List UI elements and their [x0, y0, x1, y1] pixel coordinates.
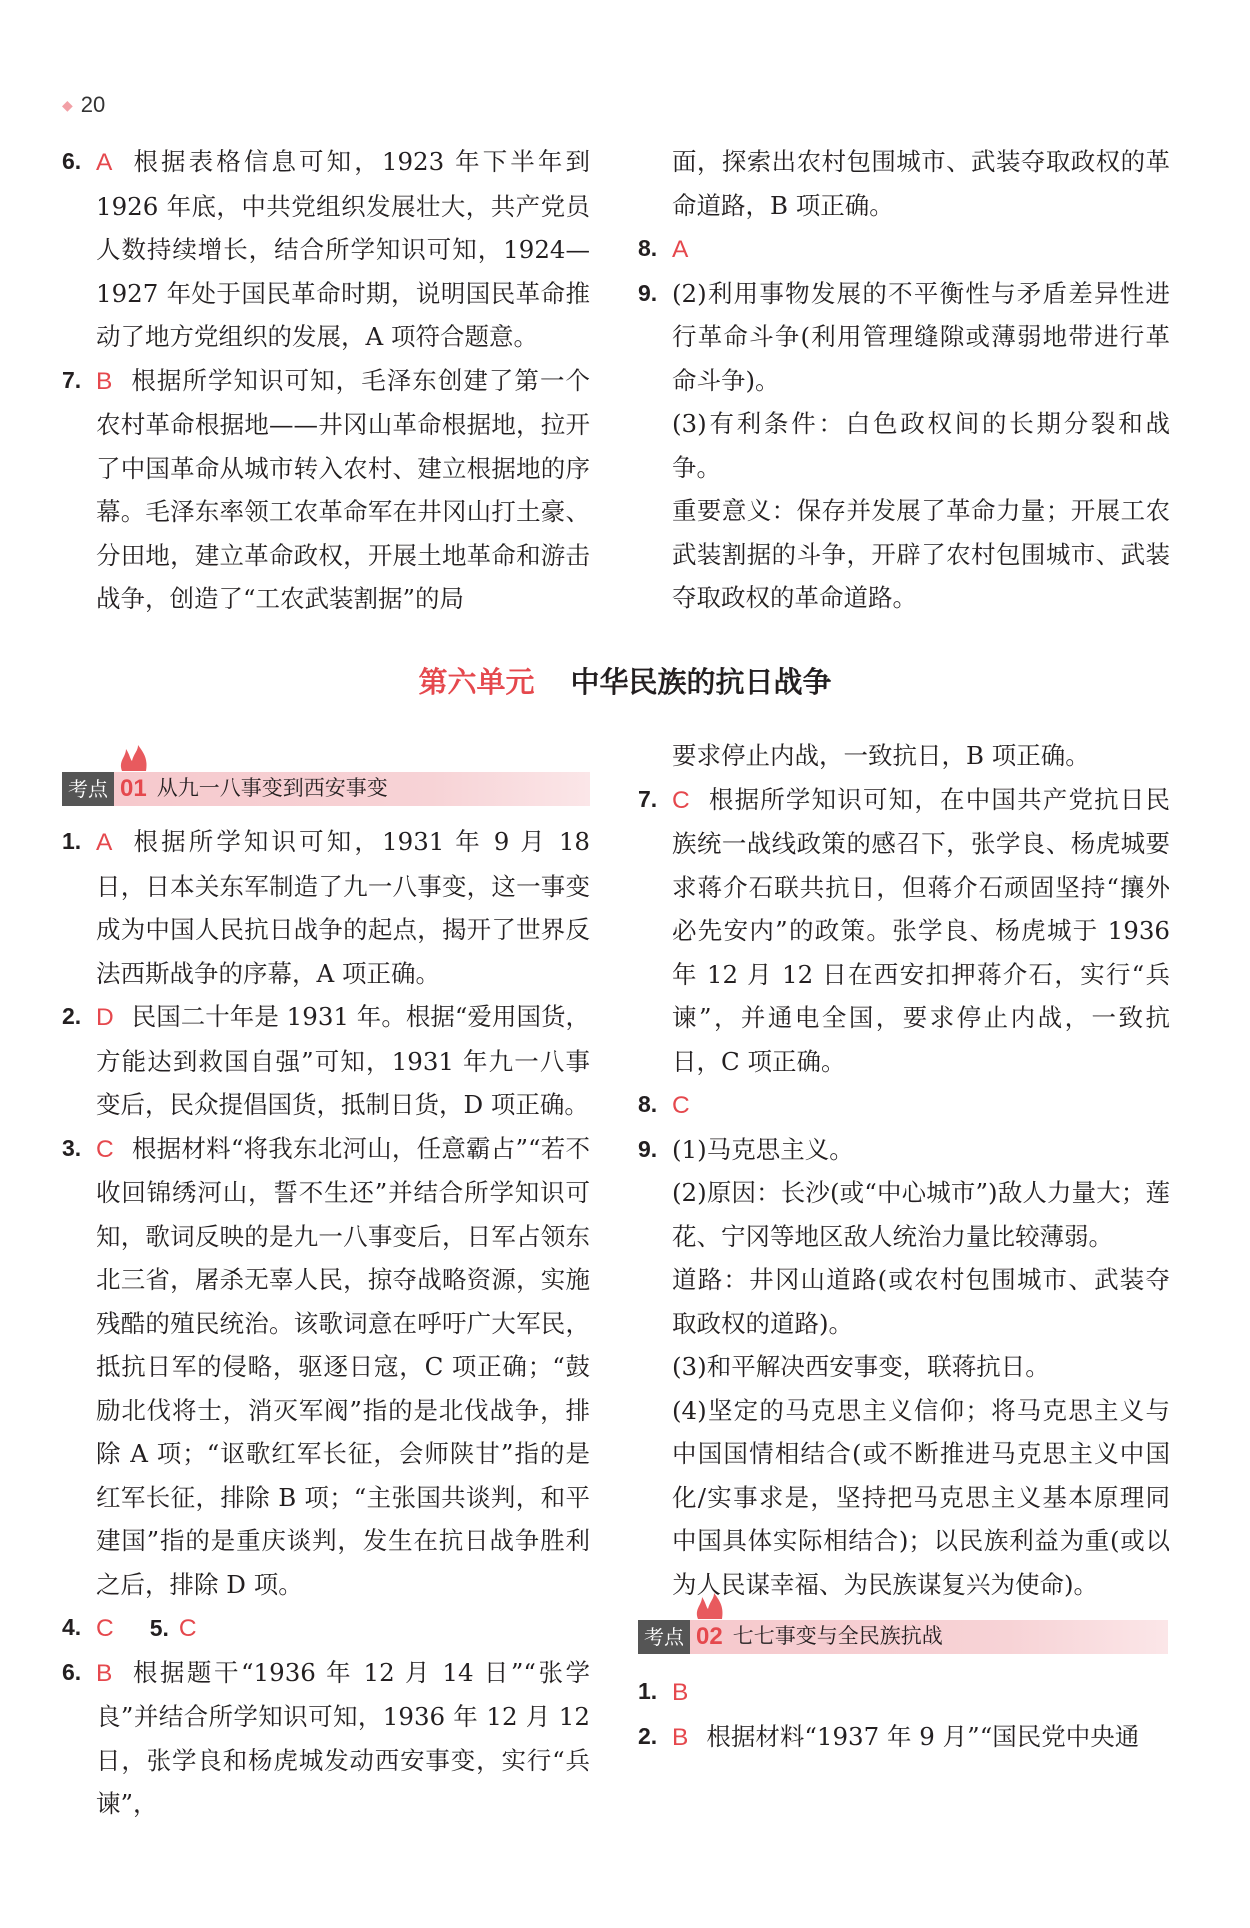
answer-letter: A: [96, 829, 113, 856]
question-number: 8.: [638, 1091, 658, 1117]
explanation-text: (2)原因：长沙(或“中心城市”)敌人力量大；莲花、宁冈等地区敌人统治力量比较薄弱。: [672, 1178, 1170, 1251]
answer-letter: C: [96, 1615, 114, 1642]
key-point-banner: [62, 772, 590, 806]
question-number: 9.: [638, 279, 658, 306]
answer-item: [638, 1670, 1170, 1715]
top-left-column: [62, 140, 590, 621]
answer-item: [62, 1606, 590, 1651]
question-number: 2.: [62, 1003, 82, 1029]
explanation-text: 民国二十年是 1931 年。根据“爱用国货，方能达到救国自强”可知，1931 年九一八事变后，民众提倡国货，抵制日货，D 项正确。: [96, 1002, 590, 1119]
answer-letter: C: [96, 1135, 114, 1163]
explanation-text: 道路：井冈山道路(或农村包围城市、武装夺取政权的道路)。: [672, 1265, 1170, 1338]
key-point-number: [696, 1615, 723, 1659]
key-point-number-text: 02: [696, 1623, 723, 1651]
explanation-text: 根据材料“将我东北河山，任意霸占”“若不收回锦绣河山，誓不生还”并结合所学知识可知，歌词反映的是九一八事变后，日军占领东北三省，屠杀无辜人民，掠夺战略资源，实施残酷的殖民统治。该歌词意在呼吁广大军民，抵抗日军的侵略，驱逐日寇，C 项正确；“鼓励北伐将士，消灭军阀”指的是北伐战争，排除 A 项；“讴歌红军长征，会师陕甘”指的是红军长征，排除 B 项；“主张国共谈判，和平建国”指的是重庆谈判，发生在抗日战争胜利之后，排除 D 项。: [96, 1133, 590, 1599]
question-number: 8.: [638, 235, 658, 261]
answer-item: [62, 1127, 590, 1607]
answer-letter: B: [672, 1679, 689, 1706]
explanation-text: (3)有利条件：白色政权间的长期分裂和战争。: [672, 409, 1170, 482]
question-number: 2.: [638, 1722, 658, 1749]
flame-icon: [692, 1593, 732, 1619]
answer-letter: C: [672, 786, 690, 814]
answer-letter: D: [96, 1004, 114, 1031]
bottom-right-column: [638, 734, 1170, 1759]
key-point-title: 七七事变与全民族抗战: [732, 1624, 943, 1649]
explanation-text: 根据题干“1936 年 12 月 14 日”“张学良”并结合所学知识可知，1936 年 12 月 12 日，张学良和杨虎城发动西安事变，实行“兵谏”，: [96, 1657, 590, 1818]
answer-letter: C: [672, 1092, 690, 1119]
explanation-text: (4)坚定的马克思主义信仰；将马克思主义与中国国情相结合(或不断推进马克思主义中国化/实事求是，坚持把马克思主义基本原理同中国具体实际相结合)；以民族利益为重(或以为人民谋幸福、为民族谋复兴为使命)。: [672, 1395, 1170, 1599]
page-number-text: 20: [80, 92, 106, 117]
question-number: 6.: [62, 148, 82, 174]
key-point-number-text: 01: [120, 775, 147, 803]
unit-title: [0, 660, 1250, 701]
answer-item: [62, 1651, 590, 1826]
answer-letter: B: [96, 1659, 113, 1687]
answer-item: [62, 140, 590, 359]
answer-letter: A: [672, 236, 689, 263]
flame-icon: [116, 745, 156, 771]
answer-letter: A: [96, 149, 113, 176]
answer-letter: C: [178, 1615, 197, 1642]
answer-item: [638, 1715, 1170, 1760]
question-number: 3.: [62, 1134, 82, 1161]
answer-letter: B: [672, 1723, 689, 1751]
key-point-tag: 考点: [638, 1620, 690, 1654]
explanation-text: (3)和平解决西安事变，联蒋抗日。: [672, 1352, 1050, 1381]
question-number: 1.: [62, 828, 82, 854]
explanation-text: 根据所学知识可知，在中国共产党抗日民族统一战线政策的感召下，张学良、杨虎城要求蒋介石联共抗日，但蒋介石顽固坚持“攘外必先安内”的政策。张学良、杨虎城于 1936 年 12 月 12 日在西安扣押蒋介石，实行“兵谏”，并通电全国，要求停止内战，一致抗日，C 项正确。: [672, 784, 1170, 1076]
explanation-text: 根据所学知识可知，毛泽东创建了第一个农村革命根据地——井冈山革命根据地，拉开了中国革命从城市转入农村、建立根据地的序幕。毛泽东率领工农革命军在井冈山打土豪、分田地，建立革命政权，开展土地革命和游击战争，创造了“工农武装割据”的局: [96, 365, 590, 613]
explanation-text: 根据所学知识可知，1931 年 9 月 18 日，日本关东军制造了九一八事变，这一事变成为中国人民抗日战争的起点，揭开了世界反法西斯战争的序幕，A 项正确。: [96, 827, 590, 988]
key-point-title: 从九一八事变到西安事变: [156, 776, 388, 801]
unit-name: 中华民族的抗日战争: [570, 665, 832, 699]
diamond-icon: ◆: [62, 96, 73, 113]
question-number: 5.: [149, 1615, 169, 1641]
question-number: 7.: [62, 366, 82, 393]
explanation-text: (1)马克思主义。: [672, 1134, 854, 1164]
answer-item: [638, 778, 1170, 1084]
bottom-left-column: [62, 760, 590, 1826]
question-number: 9.: [638, 1135, 658, 1162]
answer-item: [62, 359, 590, 621]
answer-item: [62, 820, 590, 995]
answer-item: [62, 995, 590, 1127]
answer-letter: B: [96, 367, 113, 395]
question-number: 4.: [62, 1614, 82, 1640]
page-number: [62, 92, 105, 118]
answer-item: [638, 227, 1170, 272]
answer-item: [638, 1083, 1170, 1128]
explanation-text: 根据表格信息可知，1923 年下半年到 1926 年底，中共党组织发展壮大，共产党员人数持续增长，结合所学知识可知，1924—1927 年处于国民革命时期，说明国民革命推动了地方党组织的发展，A 项符合题意。: [96, 147, 590, 351]
key-point-number: [120, 767, 147, 811]
question-number: 7.: [638, 785, 658, 812]
key-point-banner: [638, 1620, 1168, 1654]
explanation-text: 根据材料“1937 年 9 月”“国民党中央通: [706, 1721, 1140, 1751]
continued-text: 要求停止内战，一致抗日，B 项正确。: [672, 741, 1090, 770]
question-number: 1.: [638, 1678, 658, 1704]
continued-text: 面，探索出农村包围城市、武装夺取政权的革命道路，B 项正确。: [672, 147, 1170, 220]
explanation-text: (2)利用事物发展的不平衡性与矛盾差异性进行革命斗争(利用管理缝隙或薄弱地带进行革命斗争)。: [672, 278, 1170, 395]
answer-item: [638, 272, 1170, 620]
top-right-column: [638, 140, 1170, 620]
explanation-text: 重要意义：保存并发展了革命力量；开展工农武装割据的斗争，开辟了农村包围城市、武装夺取政权的革命道路。: [672, 496, 1170, 612]
question-number: 6.: [62, 1658, 82, 1685]
unit-number: 第六单元: [418, 665, 535, 699]
answer-item: [638, 1128, 1170, 1607]
key-point-tag: 考点: [62, 772, 114, 806]
